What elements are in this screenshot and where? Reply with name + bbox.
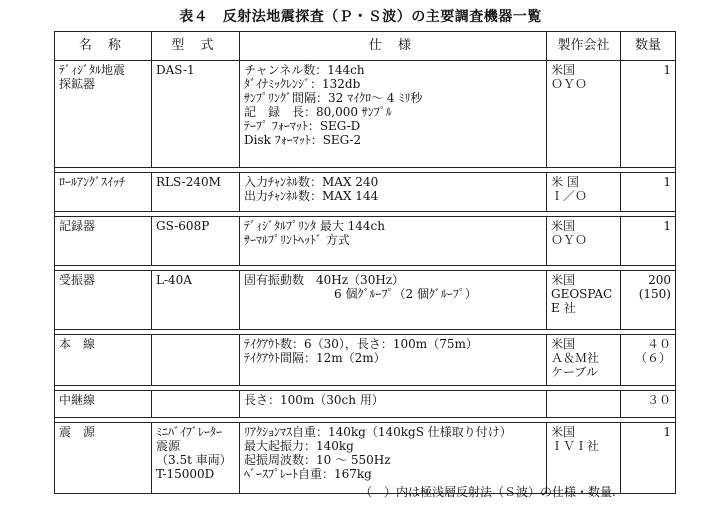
model-line: ﾐﾆﾊﾞｲﾌﾞﾚｰﾀｰ (156, 425, 223, 439)
qty-line: 200 (648, 273, 671, 287)
cell-name (55, 335, 152, 386)
spec-line: 最大起振力：140kg (244, 439, 354, 453)
name-line: ﾃﾞｨｼﾞﾀﾙ地震 (59, 63, 126, 77)
table-row (55, 61, 676, 168)
cell-model (152, 173, 240, 212)
spec-line: ﾍﾞｰｽﾌﾟﾚｰﾄ自重：167kg (244, 467, 372, 481)
table-row (55, 391, 676, 418)
maker-line: 米国 (551, 425, 576, 439)
cell-spec (240, 173, 547, 212)
cell-maker (547, 173, 621, 212)
qty-line: ４０ (646, 337, 671, 351)
table-title: 表４ 反射法地震探査（Ｐ・Ｓ波）の主要調査機器一覧 (179, 9, 542, 25)
spec-line: 起振周波数：10 ～ 550Hz (244, 453, 391, 467)
maker-line: ＯＹＯ (551, 233, 588, 247)
cell-qty (621, 423, 676, 494)
spec-line: チャンネル数：144ch (244, 63, 365, 77)
cell-model (152, 61, 240, 168)
cell-maker (547, 61, 621, 168)
maker-line: 米国 (551, 273, 576, 287)
spec-line: 記 録 長：80,000 ｻﾝﾌﾟﾙ (244, 105, 392, 119)
model-line: 震源 (156, 439, 181, 453)
cell-name (55, 271, 152, 330)
cell-qty (621, 335, 676, 386)
cell-spec (240, 271, 547, 330)
model-line: GS-608P (156, 219, 210, 233)
cell-qty (621, 271, 676, 330)
footnote: （ ）内は極浅層反射法（Ｓ波）の仕様・数量. (360, 485, 616, 499)
header-spec: 仕 様 (240, 32, 547, 61)
cell-qty (621, 391, 676, 418)
maker-line: ＯＹＯ (551, 77, 588, 91)
cell-qty (621, 217, 676, 266)
maker-line: 米国 (551, 337, 576, 351)
cell-model (152, 423, 240, 494)
cell-model (152, 271, 240, 330)
header-model: 型 式 (152, 32, 240, 61)
name-line: 本 線 (59, 337, 96, 351)
model-line: L-40A (156, 273, 192, 287)
equipment-table (54, 31, 676, 494)
spec-line: 固有振動数 40Hz（30Hz） (244, 273, 405, 287)
name-line: 探鉱器 (59, 77, 96, 91)
maker-line: ケーブル (551, 365, 598, 379)
table-row (55, 335, 676, 386)
cell-spec (240, 217, 547, 266)
spec-line: 入力ﾁｬﾝﾈﾙ数：MAX 240 (244, 175, 379, 189)
cell-maker (547, 271, 621, 330)
qty-line: (150) (638, 287, 671, 301)
table-row (55, 271, 676, 330)
maker-line: 米国 (551, 63, 576, 77)
cell-spec (240, 391, 547, 418)
model-line: （3.5t 車両） (156, 453, 232, 467)
cell-model (152, 335, 240, 386)
name-line: 記録器 (59, 219, 96, 233)
spec-line: ﾃﾞｨｼﾞﾀﾙﾌﾟﾘﾝﾀ 最大 144ch (244, 219, 385, 233)
qty-line: 1 (663, 425, 671, 439)
cell-qty (621, 61, 676, 168)
spec-line: ﾀﾞｲﾅﾐｯｸﾚﾝｼﾞ：132db (244, 77, 361, 91)
cell-qty (621, 173, 676, 212)
qty-line: 1 (663, 63, 671, 77)
cell-spec (240, 335, 547, 386)
spec-line: Disk ﾌｫｰﾏｯﾄ：SEG-2 (244, 133, 362, 147)
cell-maker (547, 335, 621, 386)
cell-maker (547, 217, 621, 266)
name-line: ﾛｰﾙｱﾝｸﾞｽｲｯﾁ (59, 175, 126, 189)
qty-line: 1 (663, 219, 671, 233)
name-line: 受振器 (59, 273, 96, 287)
maker-line: 米 国 (551, 175, 579, 189)
spec-line: 6 個ｸﾞﾙｰﾌﾟ（2 個ｸﾞﾙｰﾌﾟ） (334, 287, 477, 301)
model-line: T-15000D (156, 467, 215, 481)
spec-line: ﾘｱｸｼｮﾝﾏｽ自重：140kg（140kgS 仕様取り付け） (244, 425, 512, 439)
cell-model (152, 391, 240, 418)
cell-name (55, 423, 152, 494)
header-row (55, 32, 676, 61)
spec-line: ｻｰﾏﾙﾌﾟﾘﾝﾄﾍｯﾄﾞ 方式 (244, 233, 350, 247)
spec-line: 長さ：100m（30ch 用） (244, 393, 384, 407)
header-name: 名 称 (55, 32, 152, 61)
spec-line: ﾃｲｸｱｳﾄ数：6（30），長さ：100m（75m） (244, 337, 478, 351)
qty-line: （６） (634, 351, 671, 365)
qty-line: 1 (663, 175, 671, 189)
cell-maker (547, 391, 621, 418)
cell-model (152, 217, 240, 266)
cell-spec (240, 61, 547, 168)
model-line: RLS-240M (156, 175, 221, 189)
spec-line: ﾃｲｸｱｳﾄ間隔：12m（2m） (244, 351, 386, 365)
name-line: 震 源 (59, 425, 96, 439)
spec-line: 出力ﾁｬﾝﾈﾙ数：MAX 144 (244, 189, 379, 203)
maker-line: E 社 (551, 301, 576, 315)
model-line: DAS-1 (156, 63, 195, 77)
cell-name (55, 173, 152, 212)
maker-line: Ａ＆Ｍ社 (551, 351, 600, 365)
spec-line: ｻﾝﾌﾟﾘﾝｸﾞ間隔：32 ﾏｲｸﾛ～ 4 ﾐﾘ秒 (244, 91, 423, 105)
name-line: 中継線 (59, 393, 96, 407)
table-row (55, 173, 676, 212)
qty-line: ３０ (646, 393, 671, 407)
maker-line: GEOSPAC (551, 287, 613, 301)
spec-line: ﾃｰﾌﾟ ﾌｫｰﾏｯﾄ：SEG-D (244, 119, 361, 133)
header-qty: 数量 (621, 32, 676, 61)
header-maker: 製作会社 (547, 32, 621, 61)
cell-name (55, 217, 152, 266)
cell-name (55, 61, 152, 168)
maker-line: ＩＶＩ社 (551, 439, 600, 453)
maker-line: Ｉ／Ｏ (551, 189, 588, 203)
cell-name (55, 391, 152, 418)
table-row (55, 217, 676, 266)
maker-line: 米国 (551, 219, 576, 233)
